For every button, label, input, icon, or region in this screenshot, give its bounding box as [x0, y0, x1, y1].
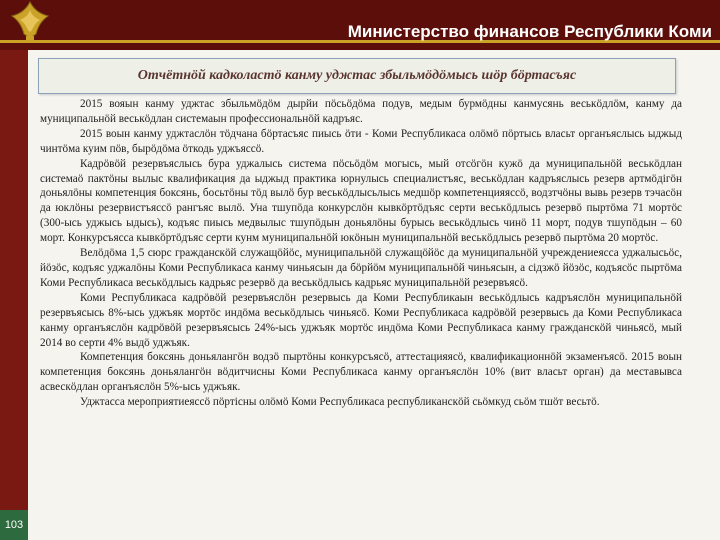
paragraph: Компетенция боксянь доньялангӧн водзӧ пыртӧны конкурсъясӧ, аттестацияясӧ, квалификационнӧй экзаменъясӧ. 2015 воын компетенция боксянь доньялангӧн вӧдитчисны Коми Республикаса канму органъяслӧн 10% (вит власьт орган) да меставывса асвескӧдлан органъяслӧн 5%-ысь уджъяк.: [40, 351, 682, 394]
paragraph: Кадрӧвӧй резервъяслысь бура уджалысь система пӧсьӧдӧм могысь, мый отсӧгӧн кужӧ да муниципальнӧй веськӧдлан системаӧ пактӧны вылыс квалификация да ыджыд практика юрнулысь специалистъяс, веськӧдлан кадръяслысь резерв артмӧдігӧн доньялӧны компетенция боксянь, босьтӧны тӧд вылӧ бур веськӧдлысьлысь медшӧр компетенцияяссӧ, водзтчӧны вывь резерв тэчасӧн да юклӧны резервистъяссӧ рангъяс вылӧ. Уна тшупӧда конкурслӧн кывкӧртӧдъяс серти веськӧдлысь резервӧ пыртӧма 71 мортӧс (300-ысь уджысь ыдысь), кодъяс пиысь медвылыс тшупӧдын доньялӧны бурысь веськӧдлысь чинӧ 11 морт, подув тшупӧдын – 60 морт. Конкурсъясса кывкӧртӧдъяс серти кунм муниципальнӧй юкӧнын муниципальнӧй веськӧдлысь резервӧ пыртӧма 20 мортӧс.: [40, 157, 682, 245]
page-title: Министерство финансов Республики Коми: [347, 22, 712, 41]
paragraph: Велӧдӧма 1,5 сюрс гражданскӧй служащӧйӧс, муниципальнӧй служащӧйӧс да муниципальнӧй учреждениеясса уджалысьӧс, йӧзӧс, кодъяс уджалӧны Коми Республикаса канму чиньясын да бӧрйӧм муниципальнӧй чиньясын, а сідзжӧ йӧзӧс, кодъясӧс пыртӧма Коми Республикаса веськӧдлысь кадрьяс резервӧ да веськӧдлысь кадрьяс муниципальнӧй резервъясӧ.: [40, 247, 682, 289]
header-bar: [0, 0, 720, 50]
paragraph: 2015 воын канму уджтаслӧн тӧдчана бӧртасъяс пиысь ӧти - Коми Республикаса олӧмӧ пӧртысь власьт органъяслысь ыджыд чинтӧма куим пӧв, бырӧдӧма ӧткодь уджъяссӧ.: [40, 127, 682, 155]
paragraph: Уджтасса мероприятиеяссӧ пӧртісны олӧмӧ Коми Республикаса республиканскӧй сьӧмкуд сьӧм тшӧт весьтӧ.: [80, 396, 600, 409]
left-sidebar: [0, 50, 28, 540]
subtitle-box: [38, 58, 676, 94]
page-number: 103: [0, 510, 28, 540]
paragraph: Коми Республикаса кадрӧвӧй резервъяслӧн резервысь да Коми Республикаын веськӧдлысь кадръяслӧн муниципальнӧй резервъясысь 8%-ысь уджъяк мортӧс индӧма веськӧдлысь чиньясӧ. Коми Республикаса кадрӧвӧй резервысь да Коми Республикаса канму органъяслӧн кадрӧвӧй резервъясысь 24%-ысь уджъяк мортӧс индӧма Коми Республикаса канму гражданскӧй чиньясӧ, мый 2014 во серти 4% выдӧ уджъяк.: [40, 291, 682, 349]
coat-of-arms-logo: [6, 0, 54, 44]
body-text: [40, 97, 682, 410]
paragraph: 2015 вояын канму уджтас збыльмӧдӧм дырйи пӧсьӧдӧма подув, медым бурмӧдны канмусянь веськӧдлӧм, канму да муниципальнӧй веськӧдлан системаын профессиональнӧй кадръяс.: [40, 98, 682, 125]
slide-subtitle: Отчётнӧй кадколастӧ канму уджтас збыльмӧдӧмысь шӧр бӧртасъяс: [137, 68, 577, 83]
